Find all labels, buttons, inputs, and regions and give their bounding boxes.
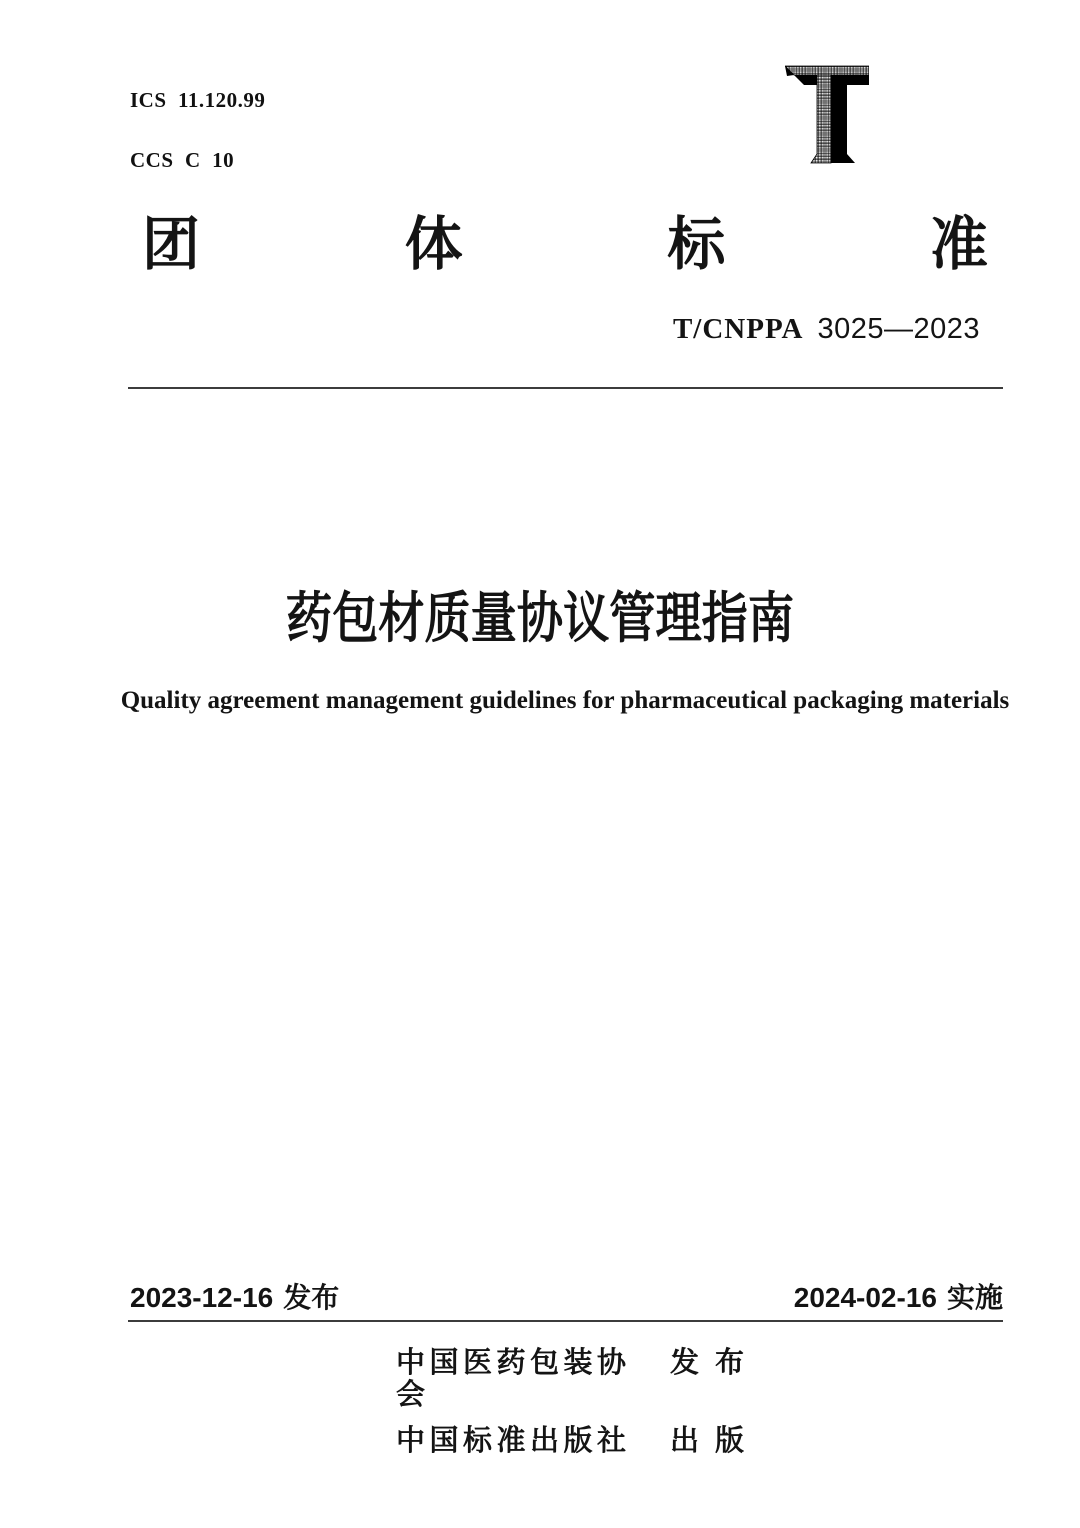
implementation-date bbox=[794, 1283, 1003, 1314]
divider-bottom bbox=[128, 1320, 1003, 1322]
standard-code bbox=[673, 314, 980, 346]
divider-top bbox=[128, 387, 1003, 389]
ics-code: ICS 11.120.99 bbox=[130, 88, 266, 112]
publisher-name: 中国医药包装协会 bbox=[396, 1347, 626, 1411]
document-title-chinese: 药包材质量协议管理指南 bbox=[285, 587, 795, 649]
implementation-date-label: 实施 bbox=[946, 1282, 1003, 1313]
publisher-block bbox=[396, 1348, 744, 1458]
ccs-code: CCS C 10 bbox=[130, 148, 235, 172]
t-standard-logo-icon bbox=[785, 62, 869, 164]
issue-date-label: 发布 bbox=[283, 1282, 340, 1313]
implementation-date-value: 2024-02-16 bbox=[793, 1282, 937, 1313]
issue-date-value: 2023-12-16 bbox=[130, 1282, 274, 1313]
publisher-row bbox=[396, 1348, 744, 1412]
banner-char: 体 bbox=[404, 212, 463, 277]
publisher-role: 发 布 bbox=[670, 1347, 744, 1379]
standard-code-prefix: T/CNPPA bbox=[672, 313, 804, 345]
press-row bbox=[396, 1426, 744, 1458]
press-role: 出 版 bbox=[670, 1424, 744, 1457]
banner-title bbox=[142, 212, 988, 277]
classification-codes bbox=[130, 50, 265, 210]
document-title-english: Quality agreement management guidelines for pharmaceutical packaging materials bbox=[120, 687, 1010, 714]
banner-char: 准 bbox=[929, 212, 988, 277]
standard-code-number: 3025—2023 bbox=[817, 313, 980, 345]
banner-char: 团 bbox=[142, 212, 201, 277]
press-name: 中国标准出版社 bbox=[396, 1424, 626, 1457]
issue-date bbox=[130, 1283, 339, 1314]
banner-char: 标 bbox=[667, 212, 726, 277]
